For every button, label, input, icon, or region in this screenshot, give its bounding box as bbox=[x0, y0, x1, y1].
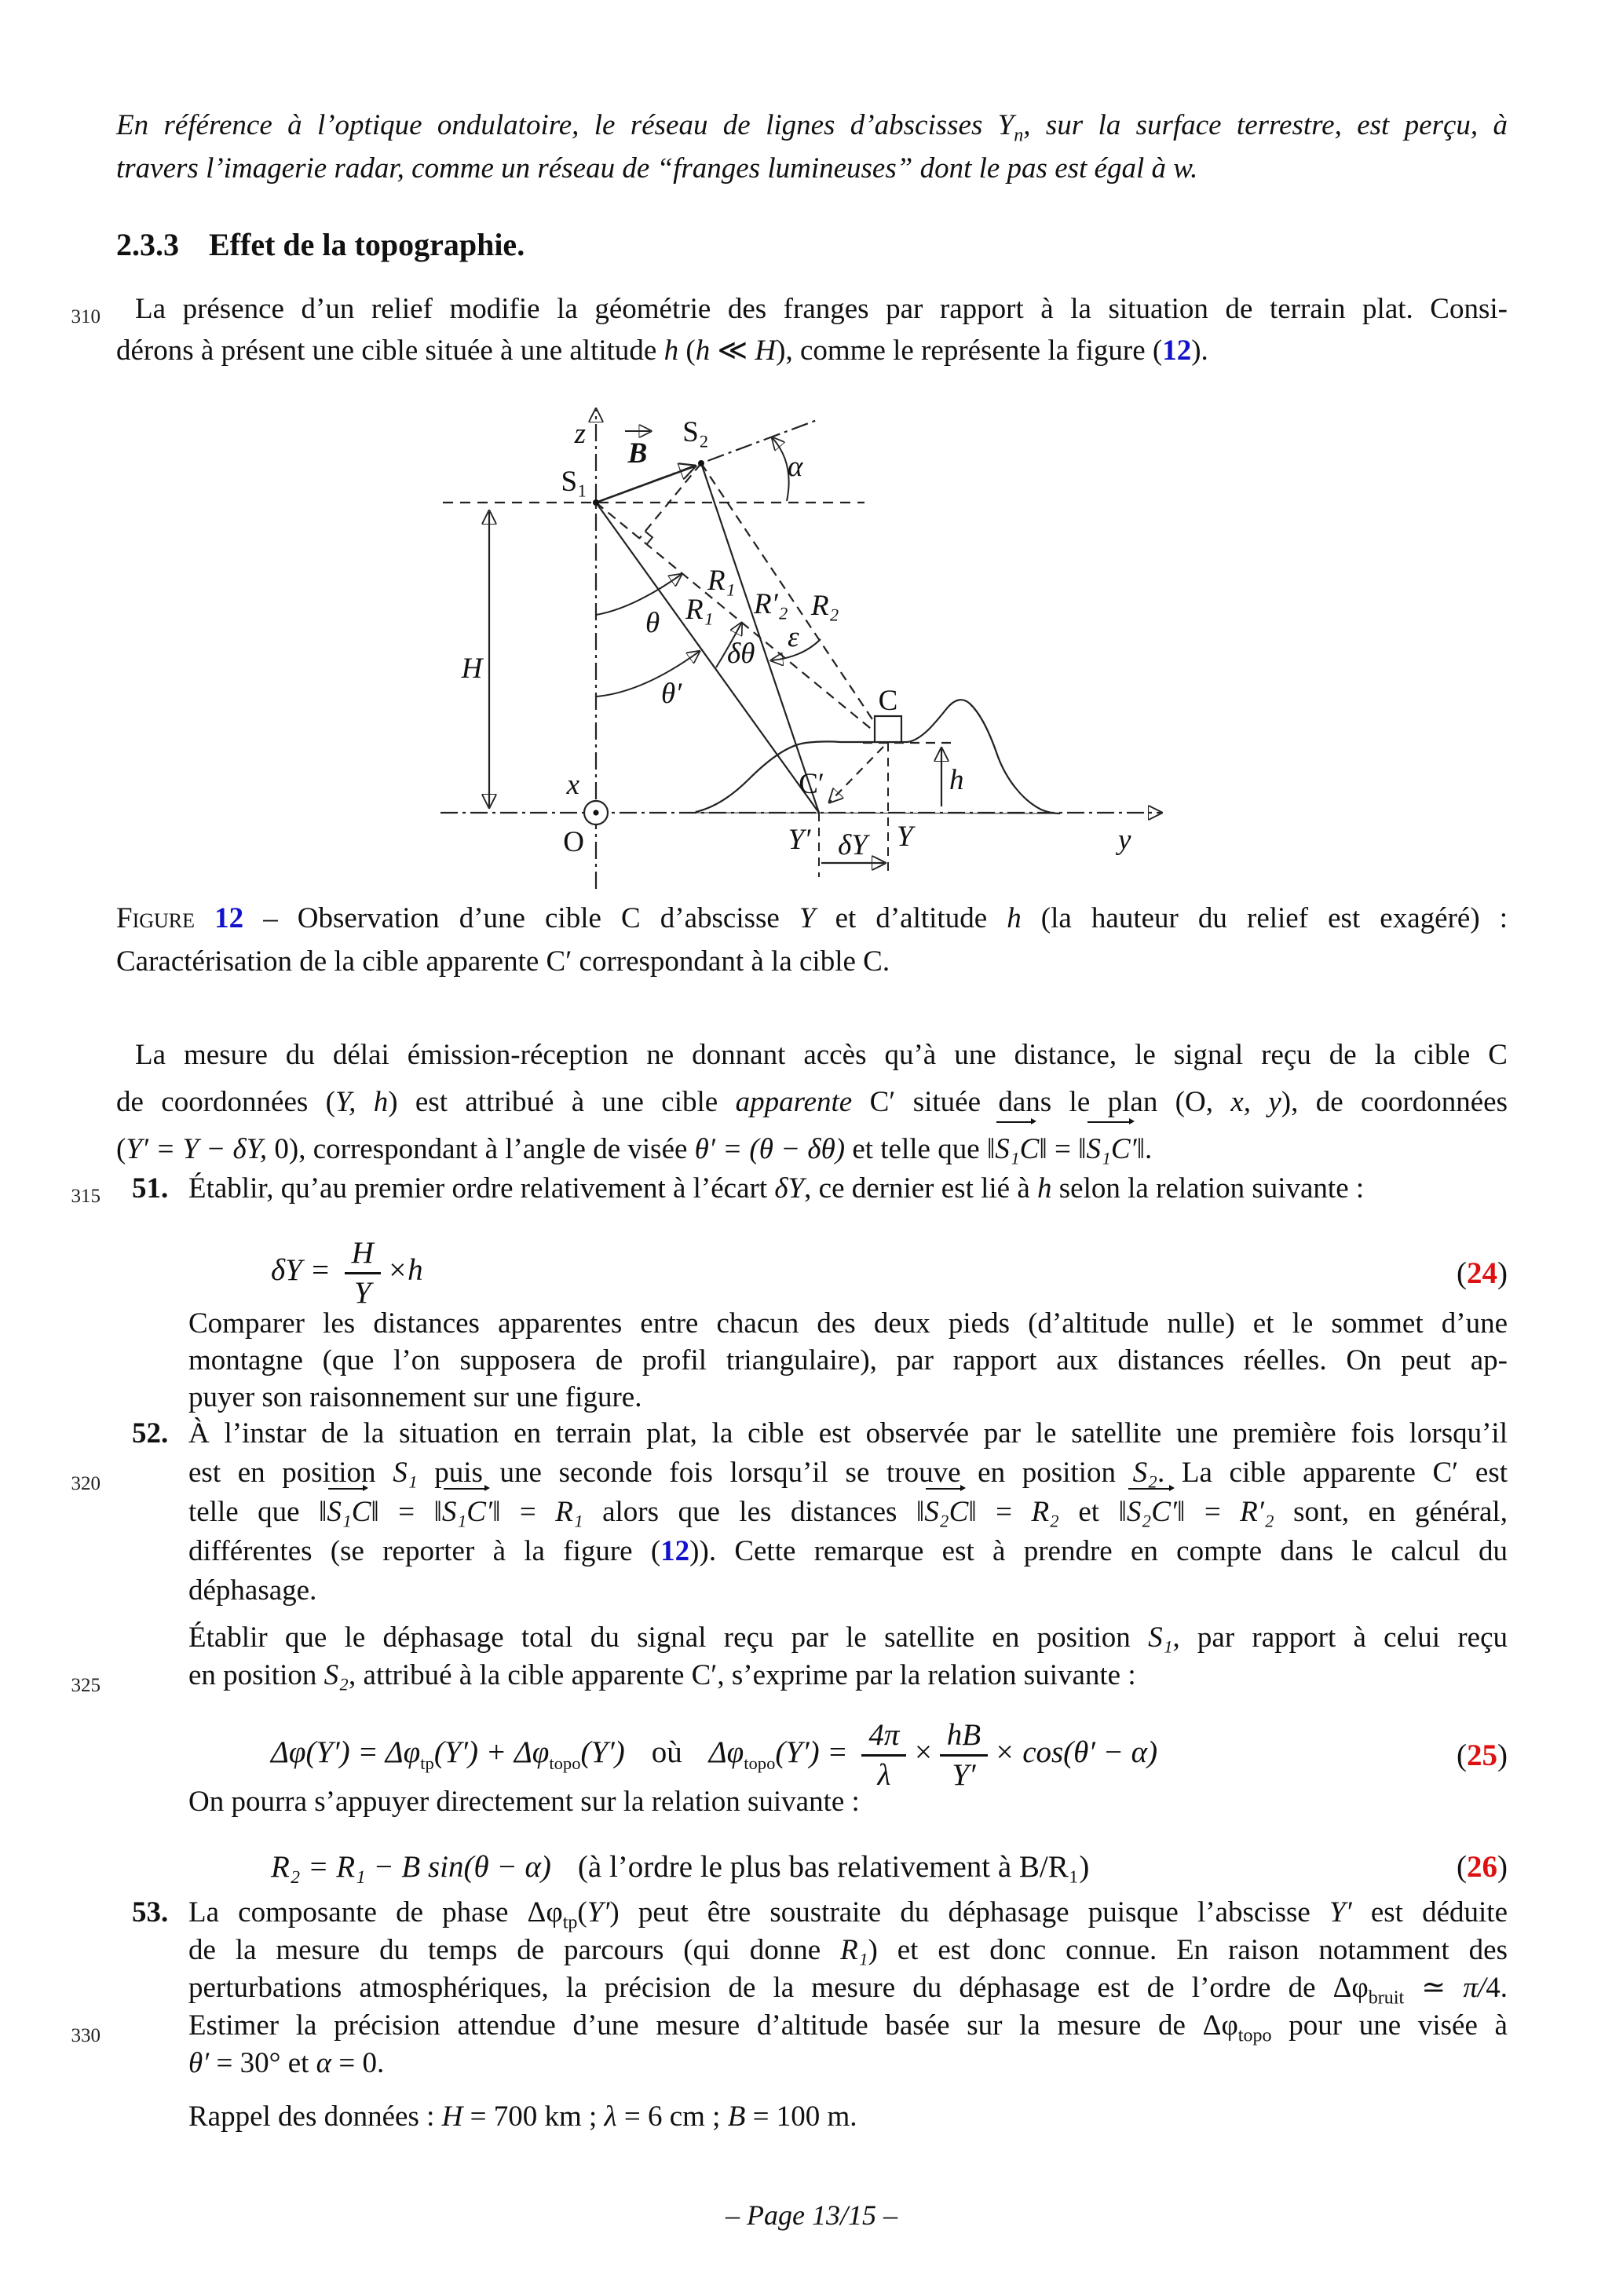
label-O: O bbox=[563, 826, 584, 858]
label-H: H bbox=[461, 653, 483, 685]
text-line bbox=[116, 1079, 1508, 1126]
B-baseline-vector bbox=[596, 466, 694, 503]
text-line bbox=[188, 1657, 1508, 1695]
label-C-prime: C′ bbox=[799, 768, 824, 800]
question-53 bbox=[132, 1894, 1508, 2082]
text-span: Figure bbox=[116, 902, 196, 934]
line-text: À l’instar de la situation en terrain plat, la cible est observée par le satellite une première fois lorsqu’il bbox=[188, 1417, 1508, 1450]
text-line bbox=[188, 1783, 1508, 1821]
equation-24-number: (24) bbox=[1457, 1256, 1508, 1290]
vector-notation: S₁C′ bbox=[1086, 1126, 1136, 1173]
line-text: montagne (que l’on supposera de profil triangulaire), par rapport aux distances réelles. On peut ap- bbox=[188, 1344, 1508, 1377]
text-line bbox=[188, 1619, 1508, 1657]
text-line bbox=[188, 1379, 1508, 1416]
label-theta: θ bbox=[645, 607, 660, 639]
text-span: apparente bbox=[735, 1086, 853, 1118]
S2-to-C-line-R2 bbox=[701, 463, 888, 743]
text-line bbox=[132, 1894, 1508, 1933]
line-text: perturbations atmosphériques, la précision de la mesure du déphasage est de l’ordre de $\Delta\varphi_{bruit}$ ≃ π/4. bbox=[188, 1972, 1508, 2009]
text-span: R₁ bbox=[840, 1934, 868, 1966]
text-line bbox=[188, 1493, 1508, 1532]
subscript: tp bbox=[420, 1753, 434, 1773]
figure-ref-link[interactable]: 12 bbox=[214, 902, 244, 934]
text-span: λ bbox=[604, 2100, 617, 2133]
text-span: Y bbox=[799, 902, 816, 934]
text-span: δY bbox=[271, 1252, 302, 1287]
line-text: Caractérisation de la cible apparente C′ correspondant à la cible C. bbox=[116, 945, 890, 978]
line-text: θ′ = 30° et α = 0. bbox=[188, 2047, 385, 2079]
equation-26-expression: R₂ = R₁ − B sin(θ − α) (à l’ordre le plus bas relativement à B/R₁) bbox=[271, 1849, 1090, 1884]
subscript: topo bbox=[744, 1753, 776, 1773]
text-span: Y, h bbox=[334, 1086, 389, 1118]
text-span: (à l’ordre le plus bas relativement à B/R₁) bbox=[577, 1849, 1090, 1884]
vector-notation: S₁C bbox=[995, 1126, 1039, 1173]
text-line bbox=[116, 1032, 1508, 1079]
subscript: bruit bbox=[1368, 1987, 1405, 2009]
subscript: topo bbox=[549, 1753, 581, 1773]
line-text: est en position S₁ puis une seconde fois lorsqu’il se trouve en position S₂. La cible apparente C′ est bbox=[188, 1457, 1508, 1489]
target-C-box bbox=[875, 716, 901, 742]
label-R2-prime: R′₂ bbox=[754, 588, 788, 620]
alpha-angle-arc bbox=[773, 438, 789, 501]
text-span: h bbox=[408, 1252, 423, 1287]
text-line bbox=[116, 897, 1508, 940]
text-span: h bbox=[1037, 1172, 1052, 1205]
line-text: (Y′ = Y − δY, 0), correspondant à l’angle de visée θ′ = (θ − δθ) et telle que ‖S₁C‖ = ‖S₁C′‖. bbox=[116, 1133, 1152, 1165]
text-line bbox=[116, 104, 1508, 147]
label-Y: Y bbox=[897, 821, 913, 853]
theta-angle-arc bbox=[596, 575, 681, 615]
text-span: H bbox=[755, 335, 777, 367]
line-text: Établir que le déphasage total du signal reçu par le satellite en position S₁, par rapport à celui reçu bbox=[188, 1621, 1508, 1654]
line-text: Figure 12 – Observation d’une cible C d’abscisse Y et d’altitude h (la hauteur du relief est exagéré) : bbox=[116, 902, 1508, 934]
text-line bbox=[188, 2007, 1508, 2045]
text-line bbox=[116, 1126, 1508, 1173]
line-text: de la mesure du temps de parcours (qui donne R₁) et est donc connue. En raison notamment des bbox=[188, 1934, 1508, 1966]
equation-26-number: (26) bbox=[1457, 1849, 1508, 1884]
label-h: h bbox=[949, 764, 964, 796]
vector-notation: S₁C bbox=[327, 1493, 371, 1532]
theta-prime-angle-arc bbox=[596, 652, 699, 696]
intro-paragraph bbox=[116, 104, 1508, 190]
question-number: 52. bbox=[132, 1417, 169, 1450]
text-span: h bbox=[1007, 902, 1022, 934]
line-text: puyer son raisonnement sur une figure. bbox=[188, 1381, 642, 1413]
page-footer: – Page 13/15 – bbox=[726, 2199, 897, 2231]
text-span: x, y bbox=[1230, 1086, 1281, 1118]
section-title: Effet de la topographie. bbox=[209, 227, 525, 262]
line-number: 330 bbox=[71, 2025, 101, 2046]
vector-notation: S₂C′ bbox=[1127, 1493, 1177, 1532]
text-line bbox=[188, 1305, 1508, 1342]
text-span: R₂ bbox=[1031, 1496, 1059, 1528]
subscript: n bbox=[1014, 125, 1024, 146]
line-text: déphasage. bbox=[188, 1574, 317, 1607]
text-line bbox=[188, 2098, 1508, 2136]
subscript: tp bbox=[562, 1912, 578, 1933]
equation-25-number: (25) bbox=[1457, 1738, 1508, 1772]
line-text: en position S₂, attribué à la cible apparente C′, s’exprime par la relation suivante : bbox=[188, 1659, 1136, 1691]
line-text: La composante de phase $\Delta\varphi_{tp}(Y')$ peut être soustraite du déphasage puisque l’abscisse Y′ est déduite bbox=[188, 1896, 1508, 1933]
question-51 bbox=[132, 1168, 1508, 1209]
S2-satellite-point bbox=[698, 460, 704, 466]
figure-ref-link[interactable]: 12 bbox=[660, 1535, 690, 1567]
text-span: R₁ bbox=[555, 1496, 583, 1528]
text-span: π/ bbox=[1463, 1972, 1486, 2004]
right-angle-marker bbox=[645, 532, 652, 545]
text-line bbox=[188, 2045, 1508, 2082]
equation-25-expression: $\Delta\varphi(Y') = \Delta\varphi_{tp}(Y') + \Delta\varphi_{topo}(Y')$ où $\Delta\varphi_{topo}(Y')$ = $\frac{4\pi}{\lambda}$ × $\frac{hB}{Y'}$ × cos(θ′ − α) bbox=[271, 1717, 1158, 1792]
fraction: $\frac{hB}{Y'}$ bbox=[940, 1718, 988, 1792]
text-span: B bbox=[727, 2100, 746, 2133]
text-span: Y′ bbox=[1329, 1896, 1352, 1929]
section-heading bbox=[116, 226, 525, 263]
question-51-continued bbox=[188, 1305, 1508, 1416]
text-line bbox=[188, 1571, 1508, 1610]
line-number: 325 bbox=[71, 1675, 101, 1696]
vector-notation: S₁C′ bbox=[442, 1493, 492, 1532]
line-text: On pourra s’appuyer directement sur la relation suivante : bbox=[188, 1786, 860, 1818]
line-text: dérons à présent une cible située à une altitude h (h ≪ H), comme le représente la figure (12). bbox=[116, 335, 1208, 367]
paragraph bbox=[188, 1619, 1508, 1695]
text-span: θ′ = (θ − δθ) bbox=[694, 1133, 846, 1165]
text-line bbox=[188, 1453, 1508, 1493]
text-line bbox=[116, 940, 1508, 983]
data-recap-paragraph bbox=[188, 2098, 1508, 2136]
text-line bbox=[188, 1932, 1508, 1969]
line-number: 320 bbox=[71, 1473, 101, 1494]
equation-ref-number: 26 bbox=[1467, 1849, 1497, 1884]
label-z: z bbox=[574, 418, 586, 450]
line-number: 310 bbox=[71, 306, 101, 327]
question-number: 53. bbox=[132, 1896, 169, 1929]
label-alpha: α bbox=[788, 451, 803, 483]
line-text: Comparer les distances apparentes entre chacun des deux pieds (d’altitude nulle) et le sommet d’une bbox=[188, 1307, 1508, 1340]
line-text: La mesure du délai émission-réception ne donnant accès qu’à une distance, le signal reçu de la cible C bbox=[135, 1039, 1508, 1071]
label-B: B bbox=[627, 437, 648, 470]
line-number: 315 bbox=[71, 1186, 101, 1207]
text-span: Y′ bbox=[587, 1896, 610, 1929]
line-text: En référence à l’optique ondulatoire, le réseau de lignes d’abscisses $Y_n$, sur la surface terrestre, est perçu, à bbox=[116, 109, 1508, 146]
paragraph bbox=[116, 1032, 1508, 1173]
fraction: $\frac{H}{Y}$ bbox=[345, 1236, 381, 1310]
label-C: C bbox=[878, 685, 898, 717]
label-y: y bbox=[1118, 824, 1131, 856]
line-text: de coordonnées (Y, h) est attribué à une cible apparente C′ située dans le plan (O, x, y), de coordonnées bbox=[116, 1086, 1508, 1118]
text-span: S₁ bbox=[1148, 1621, 1173, 1654]
label-S1: S₁ bbox=[561, 466, 587, 498]
text-span: S₁ bbox=[393, 1457, 418, 1489]
text-span: où bbox=[651, 1735, 682, 1769]
line-text: Rappel des données : H = 700 km ; λ = 6 cm ; B = 100 m. bbox=[188, 2100, 857, 2133]
text-span: δY bbox=[774, 1172, 805, 1205]
text-line bbox=[132, 1414, 1508, 1453]
label-R1-lower: R₁ bbox=[685, 594, 714, 626]
text-span: h bbox=[695, 335, 711, 367]
equation-ref-number: 25 bbox=[1467, 1738, 1497, 1772]
vector-notation: S₂C bbox=[924, 1493, 968, 1532]
paragraph bbox=[188, 1783, 1508, 1821]
figure-12-geometry-diagram bbox=[437, 386, 1183, 901]
text-span: R′₂ bbox=[1240, 1496, 1274, 1528]
label-S2: S₂ bbox=[682, 416, 709, 448]
label-R1-upper: R₁ bbox=[707, 565, 736, 597]
text-line bbox=[188, 1969, 1508, 2007]
line-text: Estimer la précision attendue d’une mesure d’altitude basée sur la mesure de $\Delta\varphi_{topo}$ pour une visée à bbox=[188, 2009, 1508, 2046]
text-span: θ′ bbox=[188, 2047, 210, 2079]
text-span: h bbox=[663, 335, 679, 367]
subscript: topo bbox=[1237, 2025, 1272, 2046]
line-text: La présence d’un relief modifie la géométrie des franges par rapport à la situation de terrain plat. Consi- bbox=[135, 293, 1508, 325]
text-line bbox=[188, 1532, 1508, 1571]
label-epsilon: ε bbox=[788, 621, 799, 653]
question-number: 51. bbox=[132, 1172, 169, 1205]
line-text: Établir, qu’au premier ordre relativement à l’écart δY, ce dernier est lié à h selon la relation suivante : bbox=[188, 1172, 1365, 1205]
line-text: travers l’imagerie radar, comme un réseau de “franges lumineuses” dont le pas est égal à w. bbox=[116, 152, 1198, 185]
text-span: S₂ bbox=[324, 1659, 349, 1691]
line-text: différentes (se reporter à la figure (12)). Cette remarque est à prendre en compte dans le calcul du bbox=[188, 1535, 1508, 1567]
equation-26 bbox=[271, 1839, 1508, 1894]
label-delta-theta: δθ bbox=[727, 638, 755, 670]
paragraph bbox=[116, 288, 1508, 371]
text-line bbox=[116, 288, 1508, 330]
label-x: x bbox=[566, 769, 579, 801]
figure-ref-link[interactable]: 12 bbox=[1162, 335, 1192, 367]
figure-caption bbox=[116, 897, 1508, 983]
label-Y-prime: Y′ bbox=[788, 824, 811, 856]
label-theta-prime: θ′ bbox=[661, 678, 682, 710]
origin-dot bbox=[593, 810, 598, 815]
label-delta-Y: δY bbox=[838, 829, 868, 861]
text-span: H bbox=[441, 2100, 463, 2133]
text-line bbox=[116, 147, 1508, 190]
text-span: S₂ bbox=[1132, 1457, 1157, 1489]
text-line bbox=[188, 1342, 1508, 1379]
C-to-Cprime-dashed-arrow bbox=[830, 747, 883, 802]
text-line bbox=[132, 1168, 1508, 1209]
fraction: $\frac{4\pi}{\lambda}$ bbox=[861, 1718, 906, 1792]
section-number: 2.3.3 bbox=[116, 227, 179, 262]
equation-24-expression: δY = $\frac{H}{Y}$ ×h bbox=[271, 1235, 423, 1310]
line-text: telle que ‖S₁C‖ = ‖S₁C′‖ = R₁ alors que les distances ‖S₂C‖ = R₂ et ‖S₂C′‖ = R′₂ sont, en général, bbox=[188, 1496, 1508, 1528]
text-span: Y′ = Y − δY, bbox=[126, 1133, 268, 1165]
label-R2: R₂ bbox=[811, 590, 839, 622]
text-line bbox=[116, 330, 1508, 371]
question-52 bbox=[132, 1414, 1508, 1610]
S1-satellite-point bbox=[593, 499, 599, 506]
text-span: α bbox=[316, 2047, 332, 2079]
equation-ref-number: 24 bbox=[1467, 1256, 1497, 1290]
